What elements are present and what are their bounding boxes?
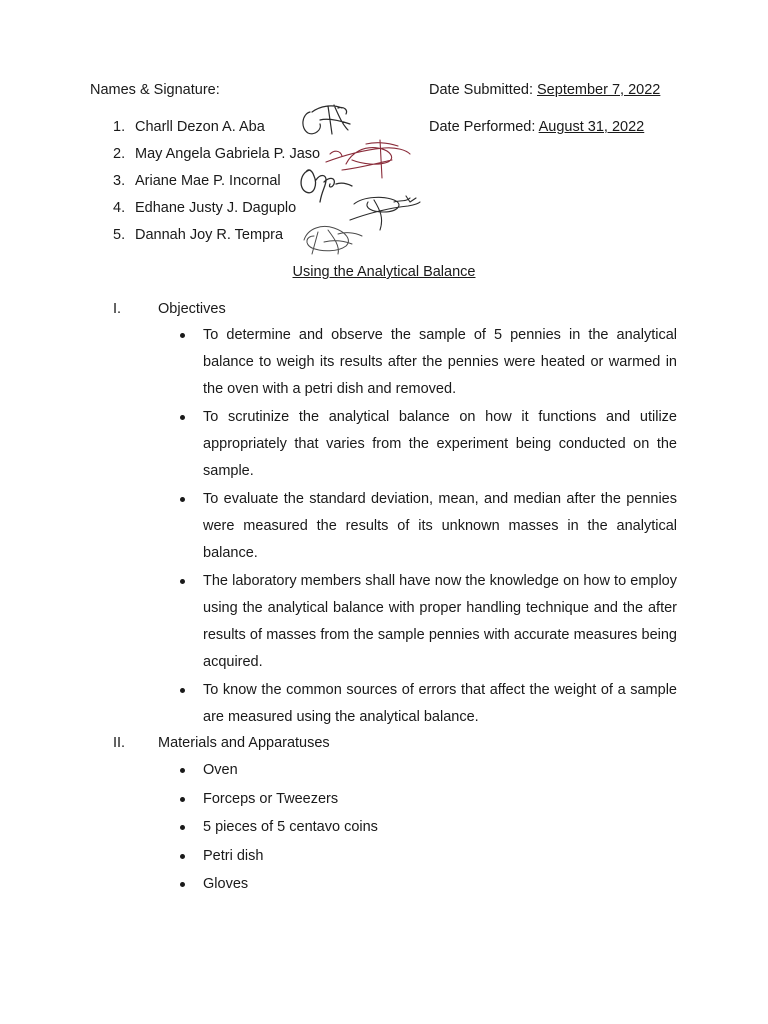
list-item: To know the common sources of errors that affect the weight of a sample are measured using the analytical balance. xyxy=(180,677,677,731)
list-item: To scrutinize the analytical balance on how it functions and utilize appropriately that varies from the experiment being conducted on the sample. xyxy=(180,404,677,485)
section-2-number: II. xyxy=(113,735,126,751)
signature-5 xyxy=(298,218,368,258)
member-item: 1. Charll Dezon A. Aba xyxy=(113,119,265,135)
member-name: Edhane Justy J. Daguplo xyxy=(135,200,297,216)
section-2-title: Materials and Apparatuses xyxy=(158,735,330,751)
date-performed-label: Date Performed: xyxy=(429,119,536,135)
objectives-list xyxy=(180,322,677,732)
list-item: Gloves xyxy=(180,870,677,899)
bullet-icon xyxy=(180,854,185,859)
date-submitted xyxy=(429,82,660,98)
section-1-number: I. xyxy=(113,301,122,317)
member-name: Charll Dezon A. Aba xyxy=(135,119,265,135)
bullet-icon xyxy=(180,882,185,887)
bullet-icon xyxy=(180,825,185,830)
list-item: Forceps or Tweezers xyxy=(180,785,677,814)
bullet-icon xyxy=(180,688,185,693)
member-item: 4. Edhane Justy J. Daguplo xyxy=(113,200,297,216)
list-item: To determine and observe the sample of 5 pennies in the analytical balance to weigh its results after the pennies were heated or warmed in the oven with a petri dish and removed. xyxy=(180,322,677,403)
date-submitted-label: Date Submitted: xyxy=(429,82,533,98)
names-signature-label: Names & Signature: xyxy=(90,82,220,98)
bullet-icon xyxy=(180,415,185,420)
members-list xyxy=(113,117,320,252)
member-name: Ariane Mae P. Incornal xyxy=(135,173,281,189)
bullet-icon xyxy=(180,333,185,338)
bullet-icon xyxy=(180,497,185,502)
member-item: 3. Ariane Mae P. Incornal xyxy=(113,173,281,189)
date-performed xyxy=(429,119,644,135)
member-item: 2. May Angela Gabriela P. Jaso xyxy=(113,146,321,162)
section-1-title: Objectives xyxy=(158,301,226,317)
date-performed-value: August 31, 2022 xyxy=(538,119,645,135)
list-item: Petri dish xyxy=(180,842,677,871)
bullet-icon xyxy=(180,768,185,773)
date-submitted-value: September 7, 2022 xyxy=(537,82,661,98)
document-title: Using the Analytical Balance xyxy=(292,264,476,280)
member-item: 5. Dannah Joy R. Tempra xyxy=(113,227,284,243)
member-name: Dannah Joy R. Tempra xyxy=(135,227,284,243)
list-item: To evaluate the standard deviation, mean, and median after the pennies were measured the results of its unknown masses in the analytical balance. xyxy=(180,486,677,567)
list-item: 5 pieces of 5 centavo coins xyxy=(180,813,677,842)
bullet-icon xyxy=(180,797,185,802)
list-item: The laboratory members shall have now the knowledge on how to employ using the analytical balance with proper handling technique and the after results of masses from the sample pennies with accurate measures being acquired. xyxy=(180,568,677,676)
list-item: Oven xyxy=(180,756,677,785)
bullet-icon xyxy=(180,579,185,584)
member-name: May Angela Gabriela P. Jaso xyxy=(135,146,321,162)
materials-list xyxy=(180,756,677,899)
